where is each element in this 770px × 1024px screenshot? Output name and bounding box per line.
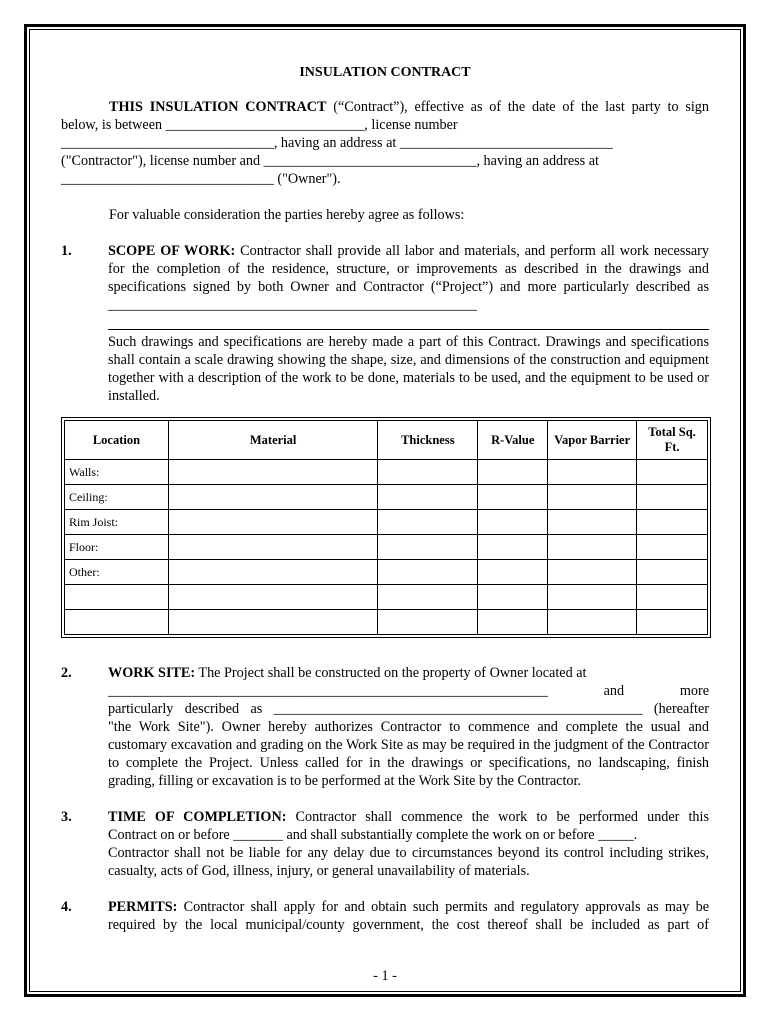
table-cell[interactable] bbox=[478, 535, 548, 560]
table-cell[interactable] bbox=[637, 560, 708, 585]
table-cell[interactable] bbox=[548, 585, 637, 610]
intro-bold: THIS INSULATION CONTRACT bbox=[109, 99, 327, 115]
section-scope-of-work bbox=[61, 242, 709, 405]
row-label: Rim Joist: bbox=[65, 510, 169, 535]
table-row bbox=[65, 460, 708, 485]
table-row bbox=[65, 585, 708, 610]
column-header: Vapor Barrier bbox=[548, 421, 637, 460]
column-header: Thickness bbox=[378, 421, 478, 460]
row-label: Walls: bbox=[65, 460, 169, 485]
table-cell[interactable] bbox=[168, 610, 378, 635]
table-cell[interactable] bbox=[378, 560, 478, 585]
table-cell[interactable] bbox=[378, 585, 478, 610]
section-heading: WORK SITE: bbox=[108, 665, 196, 681]
table-row bbox=[65, 510, 708, 535]
intro-paragraph bbox=[61, 98, 709, 188]
section-text: ______________________________________________________________ and more bbox=[108, 683, 709, 699]
section-time-of-completion bbox=[61, 808, 709, 880]
section-text: Such drawings and specifications are hereby made a part of this Contract. Drawings and specifications shall contain a scale drawing showing the shape, size, and dimensions of the construction and equipment together with a description of the work to be done, materials to be used, and the equipment to be used or installed. bbox=[108, 334, 709, 404]
section-number: 2. bbox=[61, 665, 72, 681]
table-cell[interactable] bbox=[548, 610, 637, 635]
section-work-site bbox=[61, 664, 709, 790]
section-text: Contractor shall not be liable for any delay due to circumstances beyond its control including strikes, casualty, acts of God, illness, injury, or general unavailability of materials. bbox=[108, 845, 709, 879]
table-cell[interactable] bbox=[637, 460, 708, 485]
table-cell[interactable] bbox=[637, 585, 708, 610]
insulation-table-frame bbox=[61, 417, 711, 638]
section-heading: PERMITS: bbox=[108, 899, 178, 915]
document-title: INSULATION CONTRACT bbox=[299, 65, 471, 80]
table-cell[interactable] bbox=[548, 560, 637, 585]
page-number: - 1 - bbox=[373, 968, 397, 984]
section-number: 3. bbox=[61, 809, 72, 825]
table-cell[interactable] bbox=[637, 535, 708, 560]
table-row bbox=[65, 610, 708, 635]
table-cell[interactable] bbox=[168, 560, 378, 585]
row-label: Other: bbox=[65, 560, 169, 585]
table-cell[interactable] bbox=[168, 460, 378, 485]
section-heading: SCOPE OF WORK: bbox=[108, 243, 236, 259]
section-text: Contractor shall apply for and obtain such permits and regulatory approvals as may be required by the local municipal/county government, the cost thereof shall be included as part of bbox=[108, 899, 709, 933]
section-text: particularly described as ____________________________________________________ (hereafter bbox=[108, 701, 709, 717]
table-cell[interactable] bbox=[168, 585, 378, 610]
table-cell[interactable] bbox=[548, 535, 637, 560]
table-cell[interactable] bbox=[548, 510, 637, 535]
section-text: Contractor shall provide all labor and materials, and perform all work necessary for the completion of the residence, structure, or improvements as described in the drawings and specifications signed by both Owner and Contractor (“Project”) and more particularly described as ____________________________________________________ bbox=[108, 243, 709, 313]
insulation-table bbox=[64, 420, 708, 635]
blank-line bbox=[108, 314, 709, 330]
section-number: 1. bbox=[61, 243, 72, 259]
document-body bbox=[61, 64, 709, 934]
intro-line2: below, is between ____________________________, license number bbox=[61, 117, 458, 133]
section-heading: TIME OF COMPLETION: bbox=[108, 809, 287, 825]
table-cell[interactable] bbox=[548, 485, 637, 510]
intro-line5: ______________________________ ("Owner"). bbox=[61, 171, 341, 187]
table-cell[interactable] bbox=[478, 610, 548, 635]
table-cell[interactable] bbox=[637, 610, 708, 635]
table-cell[interactable] bbox=[637, 485, 708, 510]
table-header-row bbox=[65, 421, 708, 460]
table-cell[interactable] bbox=[378, 610, 478, 635]
table-cell[interactable] bbox=[478, 560, 548, 585]
row-label: Floor: bbox=[65, 535, 169, 560]
table-cell[interactable] bbox=[378, 460, 478, 485]
table-row bbox=[65, 485, 708, 510]
table-cell[interactable] bbox=[478, 510, 548, 535]
table-cell[interactable] bbox=[378, 485, 478, 510]
column-header: R-Value bbox=[478, 421, 548, 460]
section-text: The Project shall be constructed on the property of Owner located at bbox=[195, 665, 587, 681]
section-number: 4. bbox=[61, 899, 72, 915]
table-cell[interactable] bbox=[168, 535, 378, 560]
table-cell[interactable] bbox=[548, 460, 637, 485]
column-header: Total Sq. Ft. bbox=[637, 421, 708, 460]
table-cell[interactable] bbox=[378, 510, 478, 535]
row-label[interactable] bbox=[65, 610, 169, 635]
intro-line1: (“Contract”), effective as of the date of the last party to sign bbox=[326, 99, 709, 115]
table-cell[interactable] bbox=[478, 585, 548, 610]
table-row bbox=[65, 535, 708, 560]
table-cell[interactable] bbox=[168, 485, 378, 510]
table-cell[interactable] bbox=[478, 460, 548, 485]
table-cell[interactable] bbox=[378, 535, 478, 560]
section-text: Contractor shall commence the work to be performed under this bbox=[286, 809, 709, 825]
intro-line3: ______________________________, having an address at ______________________________ bbox=[61, 135, 613, 151]
row-label[interactable] bbox=[65, 585, 169, 610]
consideration-text: For valuable consideration the parties hereby agree as follows: bbox=[109, 207, 465, 223]
row-label: Ceiling: bbox=[65, 485, 169, 510]
intro-line4: ("Contractor"), license number and ______________________________, having an address at bbox=[61, 153, 599, 169]
section-permits bbox=[61, 898, 709, 934]
section-text: Contract on or before _______ and shall substantially complete the work on or before _____. bbox=[108, 827, 638, 843]
section-text: "the Work Site"). Owner hereby authorizes Contractor to commence and complete the usual and customary excavation and grading on the Work Site as may be required in the judgment of the Contractor to complete the Project. Unless called for in the drawings or specifications, no landscaping, finish grading, filling or excavation is to be performed at the Work Site by the Contractor. bbox=[108, 719, 709, 789]
column-header: Location bbox=[65, 421, 169, 460]
table-row bbox=[65, 560, 708, 585]
table-cell[interactable] bbox=[478, 485, 548, 510]
table-cell[interactable] bbox=[637, 510, 708, 535]
column-header: Material bbox=[168, 421, 378, 460]
table-cell[interactable] bbox=[168, 510, 378, 535]
